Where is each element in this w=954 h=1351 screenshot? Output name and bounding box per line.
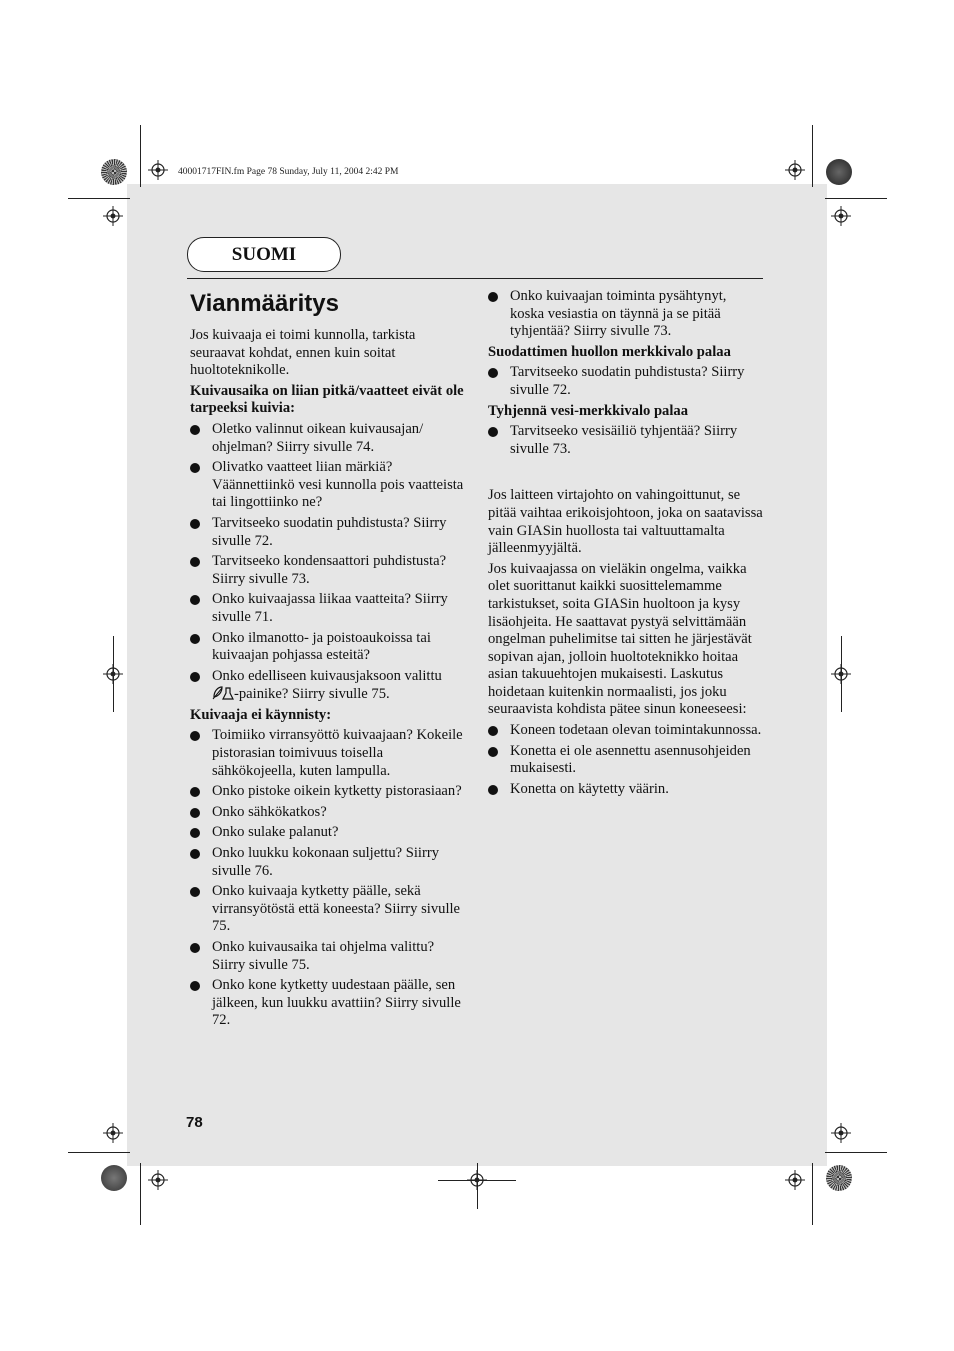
list-item-text: Koneen todetaan olevan toimintakunnossa. xyxy=(510,722,762,739)
bullet-icon xyxy=(190,787,200,797)
list-item xyxy=(488,288,764,341)
list-item xyxy=(190,591,466,626)
list-item-text: Konetta ei ole asennettu asennusohjeiden mukaisesti. xyxy=(510,742,751,777)
list-item xyxy=(190,515,466,550)
list-item-text: Tarvitseeko vesisäiliö tyhjentää? Siirry sivulle 73. xyxy=(510,423,738,457)
registration-mark-icon xyxy=(148,160,168,180)
body-paragraph: Jos laitteen virtajohto on vahingoittunut, se pitää vaihtaa erikoisjohtoon, joka on saatavissa vain GIASin huollosta tai valtuuttamalta jälleenmyyjältä. xyxy=(488,487,763,557)
spacer xyxy=(488,461,764,487)
list-item-text: Tarvitseeko suodatin puhdistusta? Siirry sivulle 72. xyxy=(510,364,745,398)
section-heading: Tyhjennä vesi-merkkivalo palaa xyxy=(488,402,689,419)
bullet-list xyxy=(488,722,764,798)
list-item-text: Onko ilmanotto- ja poistoaukoissa tai kuivaajan pohjassa esteitä? xyxy=(212,629,431,664)
list-item xyxy=(190,804,466,822)
left-column xyxy=(190,288,466,1033)
bullet-list xyxy=(190,421,466,704)
bullet-icon xyxy=(190,557,200,567)
bullet-icon xyxy=(488,292,498,302)
list-item-text: Oletko valinnut oikean kuivausajan/ ohjelman? Siirry sivulle 74. xyxy=(212,420,424,455)
list-item-text: Tarvitseeko suodatin puhdistusta? Siirry sivulle 72. xyxy=(212,514,447,549)
page-number: 78 xyxy=(186,1114,203,1131)
sensor-dry-icon xyxy=(212,685,234,700)
list-item-text: -painike? Siirry sivulle 75. xyxy=(234,686,390,703)
list-item xyxy=(488,781,764,799)
registration-mark-icon xyxy=(103,206,123,226)
list-item xyxy=(190,977,466,1030)
bullet-icon xyxy=(190,425,200,435)
language-tab: SUOMI xyxy=(187,237,341,272)
bullet-icon xyxy=(190,943,200,953)
list-item xyxy=(190,845,466,880)
registration-mark-icon xyxy=(103,1123,123,1143)
bullet-icon xyxy=(190,828,200,838)
crop-mark xyxy=(140,1163,141,1225)
bullet-icon xyxy=(488,747,498,757)
registration-mark-icon xyxy=(467,1170,487,1190)
list-item xyxy=(488,364,764,399)
crop-mark xyxy=(812,1163,813,1225)
crop-mark xyxy=(812,125,813,187)
bullet-list xyxy=(488,364,764,399)
list-item xyxy=(488,423,764,458)
list-item-text: Onko edelliseen kuivausjaksoon valittu xyxy=(212,667,442,684)
list-item xyxy=(190,668,466,704)
list-item xyxy=(190,553,466,588)
list-item-text: Onko kone kytketty uudestaan päälle, sen jälkeen, kun luukku avattiin? Siirry sivulle 72. xyxy=(212,977,461,1029)
color-target-icon xyxy=(826,1165,852,1191)
list-item-text: Onko kuivaajassa liikaa vaatteita? Siirry sivulle 71. xyxy=(212,591,448,625)
bullet-icon xyxy=(488,427,498,437)
list-item-text: Toimiiko virransyöttö kuivaajaan? Kokeile pistorasian toimivuus toisella sähkökojeella, kuten lampulla. xyxy=(212,727,463,779)
section-heading: Kuivaaja ei käynnisty: xyxy=(190,706,332,723)
list-item xyxy=(190,939,466,974)
list-item-text: Onko luukku kokonaan suljettu? Siirry sivulle 76. xyxy=(212,845,439,879)
color-target-icon xyxy=(826,159,852,185)
list-item-text: Onko kuivaajan toiminta pysähtynyt, koska vesiastia on täynnä ja se pitää tyhjentää? Siirry sivulle 73. xyxy=(510,288,727,340)
list-item-text: Onko kuivausaika tai ohjelma valittu? Siirry sivulle 75. xyxy=(212,939,435,973)
list-item xyxy=(190,630,466,665)
bullet-icon xyxy=(190,672,200,682)
section-heading: Kuivausaika on liian pitkä/vaatteet eivät ole tarpeeksi kuivia: xyxy=(190,382,464,417)
bullet-list xyxy=(488,288,764,341)
list-item xyxy=(190,421,466,456)
list-item-text: Onko kuivaaja kytketty päälle, sekä virransyötöstä että koneesta? Siirry sivulle 75. xyxy=(212,883,461,935)
page-title: Vianmääritys xyxy=(190,290,339,317)
list-item-text: Onko sähkökatkos? xyxy=(212,803,327,820)
list-item xyxy=(488,743,764,778)
list-item-text: Tarvitseeko kondensaattori puhdistusta? Siirry sivulle 73. xyxy=(212,553,447,587)
right-column xyxy=(488,288,764,801)
list-item xyxy=(190,883,466,936)
list-item-text: Onko pistoke oikein kytketty pistorasiaan? xyxy=(212,783,462,800)
body-paragraph: Jos kuivaajassa on vieläkin ongelma, vaikka olet suorittanut kaikki suosittelemamme tarkistukset, soita GIASin huoltoon ja kysy lisäohjeita. He saattavat pystyä selvittämään ongelman puhelimitse tai sitten he järjestävät sopivan ajan, jolloin huoltoteknikko hoitaa asian takuuehtojen mukaisesti. Laskutus hoidetaan kuitenkin normaalisti, jos joku seuraavista kohdista pätee sinun koneeseesi: xyxy=(488,560,752,718)
crop-mark xyxy=(140,125,141,187)
bullet-icon xyxy=(488,785,498,795)
list-item xyxy=(190,459,466,512)
registration-mark-icon xyxy=(831,664,851,684)
bullet-icon xyxy=(190,849,200,859)
list-item xyxy=(190,727,466,780)
registration-mark-icon xyxy=(103,664,123,684)
color-target-icon xyxy=(101,1165,127,1191)
registration-mark-icon xyxy=(831,1123,851,1143)
registration-mark-icon xyxy=(785,160,805,180)
bullet-icon xyxy=(488,726,498,736)
bullet-icon xyxy=(190,595,200,605)
bullet-icon xyxy=(190,463,200,473)
crop-mark xyxy=(68,1152,130,1153)
bullet-icon xyxy=(190,519,200,529)
list-item xyxy=(190,783,466,801)
registration-mark-icon xyxy=(148,1170,168,1190)
file-slug: 40001717FIN.fm Page 78 Sunday, July 11, 2004 2:42 PM xyxy=(178,167,399,177)
bullet-icon xyxy=(190,731,200,741)
section-heading: Suodattimen huollon merkkivalo palaa xyxy=(488,343,731,360)
bullet-list xyxy=(488,423,764,458)
bullet-list xyxy=(190,727,466,1030)
color-target-icon xyxy=(101,159,127,185)
crop-mark xyxy=(825,198,887,199)
registration-mark-icon xyxy=(785,1170,805,1190)
bullet-icon xyxy=(190,634,200,644)
registration-mark-icon xyxy=(831,206,851,226)
crop-mark xyxy=(68,198,130,199)
crop-mark xyxy=(825,1152,887,1153)
list-item-text: Konetta on käytetty väärin. xyxy=(510,780,669,797)
list-item-text: Olivatko vaatteet liian märkiä? Väännettiinkö vesi kunnolla pois vaatteista tai lingottiinko ne? xyxy=(212,459,464,511)
list-item xyxy=(190,824,466,842)
bullet-icon xyxy=(488,368,498,378)
bullet-icon xyxy=(190,808,200,818)
header-rule xyxy=(187,278,763,279)
list-item xyxy=(488,722,764,740)
intro-paragraph: Jos kuivaaja ei toimi kunnolla, tarkista seuraavat kohdat, ennen kuin soitat huoltoteknikolle. xyxy=(190,327,416,379)
list-item-text: Onko sulake palanut? xyxy=(212,824,339,841)
bullet-icon xyxy=(190,981,200,991)
bullet-icon xyxy=(190,887,200,897)
